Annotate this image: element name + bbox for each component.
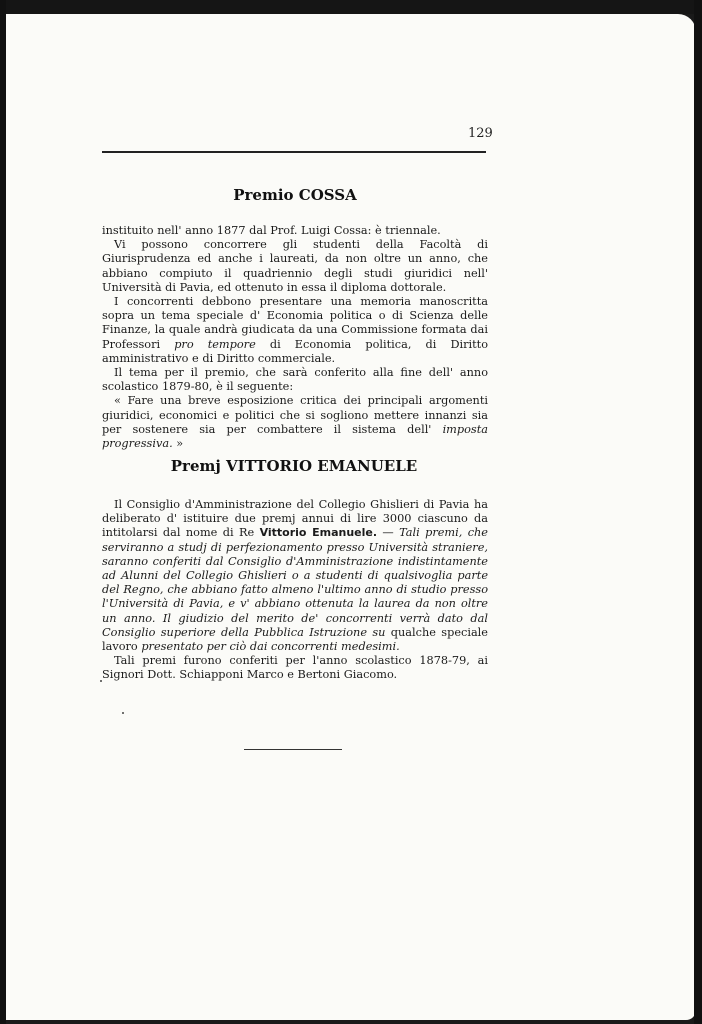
section-title-vittorio-emanuele: Premj VITTORIO EMANUELE (170, 457, 418, 475)
cossa-pro-tempore: pro tempore (174, 337, 256, 351)
ink-speck (122, 712, 124, 714)
vittorio-dash: — (377, 526, 400, 540)
end-rule (244, 749, 342, 750)
cossa-body (102, 224, 488, 451)
scan-top-border (0, 0, 702, 14)
cossa-eligibility: Vi possono concorrere gli studenti della Facoltà di Giurisprudenza ed anche i laureati, da non oltre un anno, che abbiano compiuto il quadriennio degli studi giuridici nell' Università di Pavia, ed ottenuto in essa il diploma dottorale. (102, 238, 488, 294)
ink-speck (100, 680, 102, 682)
vittorio-name: Vittorio Emanuele. (259, 526, 378, 540)
vittorio-p1-tail-italic: presentato per ciò dai concorrenti medesimi. (141, 640, 400, 654)
vittorio-paragraph-1 (102, 498, 488, 654)
vittorio-p1-tail: qualche speciale lavoro (102, 625, 488, 654)
scan-left-border (0, 0, 6, 1024)
cossa-intro: instituito nell' anno 1877 dal Prof. Luigi Cossa: è triennale. (102, 224, 441, 237)
cossa-quote-text: « Fare una breve esposizione critica dei principali argomenti giuridici, economici e politici che si sogliono mettere innanzi sia per sostenere sia per combattere il sistema dell' (102, 394, 488, 436)
header-rule (102, 151, 486, 153)
vittorio-body (102, 498, 488, 683)
cossa-theme-quote (102, 394, 488, 451)
cossa-quote-close: » (176, 437, 184, 451)
cossa-quote-italic: imposta progressiva. (102, 422, 488, 451)
vittorio-p1-italic: Tali premi, che serviranno a studj di perfezionamento presso Università straniere, saranno conferiti dal Consiglio d'Amministrazione indistintamente ad Alunni del Collegio Ghislieri o a studenti di qualsivoglia parte del Regno, che abbiano fatto almeno l'ultimo anno di studio presso l'Università di Pavia, e v' abbiano ottenuta la laurea da non oltre un anno. Il giudizio del merito de' concorrenti verrà dato dal Consiglio superiore della Pubblica Istruzione su (102, 526, 488, 639)
scan-right-border (694, 0, 702, 1024)
vittorio-p1-intro: Il Consiglio d'Amministrazione del Collegio Ghislieri di Pavia ha deliberato d' istituire due premj annui di lire 3000 ciascuno da intitolarsi dal nome di Re (102, 498, 488, 540)
vittorio-paragraph-2: Tali premi furono conferiti per l'anno scolastico 1878-79, ai Signori Dott. Schiapponi Marco e Bertoni Giacomo. (102, 654, 488, 682)
section-title-cossa: Premio COSSA (233, 186, 357, 204)
cossa-requirements-end: di Economia politica, di Diritto amministrativo e di Diritto commerciale. (102, 337, 489, 365)
cossa-requirements-text: I concorrenti debbono presentare una memoria manoscritta sopra un tema speciale d' Economia politica o di Scienza delle Finanze, la quale andrà giudicata da una Commissione formata dai Professori (102, 295, 488, 351)
cossa-requirements (102, 295, 488, 366)
cossa-theme-intro: Il tema per il premio, che sarà conferito alla fine dell' anno scolastico 1879-80, è il seguente: (102, 366, 488, 394)
page-number: 129 (468, 126, 493, 141)
